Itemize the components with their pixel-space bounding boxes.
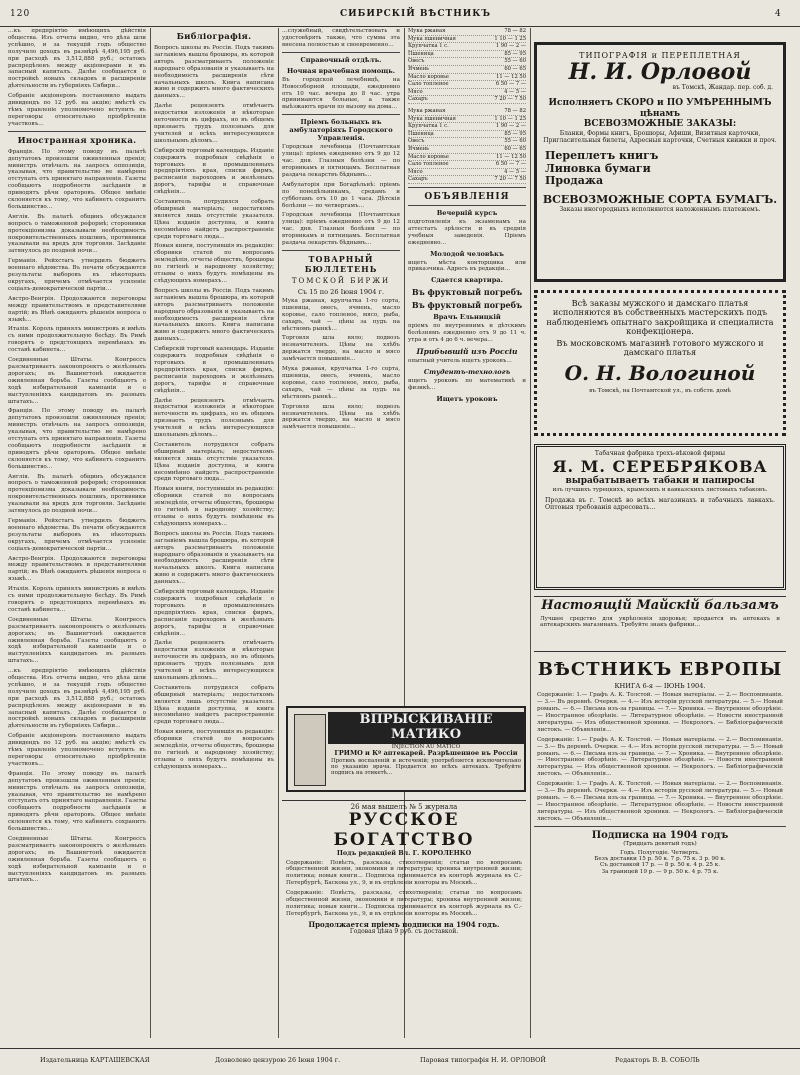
- ad-heading: Вечерній курсъ: [436, 208, 498, 217]
- article-text: Соединенные Штаты. Конгрессъ разсматриваетъ законопроектъ о желѣзныхъ дорогахъ; въ Вашингтонѣ ожидается оживленная борьба. Газеты сообщаютъ о ходѣ избирательной кампаніи и о выступленіяхъ кандидатовъ въ разныхъ штатахъ…: [8, 835, 146, 884]
- footer-publisher: Издательница КАРТАШЕВСКАЯ: [40, 1056, 150, 1064]
- column-reference: [282, 28, 400, 628]
- article-text: Далѣе рецензентъ отмѣчаетъ недостатки изложенія и нѣкоторые неточности въ цифрахъ, но въ общемъ признаетъ трудъ полезнымъ для учителей и всѣхъ интересующихся школьнымъ дѣломъ…: [154, 103, 274, 144]
- ad-line: Продажа: [545, 174, 604, 188]
- article-text: …къ предпріятію имѣющихъ дѣйствія общества. Изъ отчета видно, что дѣла шли успѣшно, и за текущій годъ общество получило доходъ въ размѣрѣ 4,496,195 руб. при расходѣ въ 3,512,888 руб.; остатокъ распредѣленъ между акціонерами и въ запасный капиталъ. Далѣе сообщается о постройкѣ новыхъ складовъ и расширеніи дѣятельности въ губерніяхъ Сибири…: [8, 668, 146, 730]
- newspaper-title: СИБИРСКІЙ ВѢСТНИКЪ: [340, 9, 492, 19]
- price-item: Пшеница: [408, 50, 434, 57]
- ad-line: Табачная фабрика трехъ-вѣковой фирмы: [594, 450, 726, 457]
- price-row: [408, 176, 526, 184]
- price-row: [408, 28, 526, 36]
- article-text: Далѣе рецензентъ отмѣчаетъ недостатки изложенія и нѣкоторые неточности въ цифрахъ, но въ общемъ признаетъ трудъ полезнымъ для учителей и всѣхъ интересующихся школьнымъ дѣломъ…: [154, 397, 274, 439]
- divider: [408, 187, 526, 188]
- price-item: Овесъ: [408, 138, 425, 145]
- ad-serebryakov: [534, 444, 786, 590]
- price-row: [408, 123, 526, 131]
- article-text: Сибирскій торговый календарь. Изданіе содержитъ подробныя свѣдѣнія о торговыхъ и промышленныхъ предпріятіяхъ края, списки фирмъ, расписанія пароходовъ и желѣзныхъ дорогъ, тарифы и справочные свѣдѣнія…: [154, 589, 274, 637]
- price-value: 85 — 95: [504, 130, 526, 137]
- column-divider: [150, 28, 151, 1038]
- price-value: 4 — 5 —: [504, 168, 526, 175]
- article-text: Новыя книги, поступившія въ редакцію: сборники статей по вопросамъ земледѣлія, отчеты обществъ, брошюры по гигіенѣ и народному хозяйству; отзывы о нихъ будутъ помѣщены въ слѣдующихъ номерахъ…: [154, 243, 274, 284]
- article-text: Соединенные Штаты. Конгрессъ разсматриваетъ законопроектъ о желѣзныхъ дорогахъ; въ Вашингтонѣ ожидается оживленная борьба. Газеты сообщаютъ о ходѣ избирательной кампаніи и о выступленіяхъ кандидатовъ въ разныхъ штатахъ…: [8, 357, 146, 405]
- price-item: Сало топленое: [408, 161, 449, 168]
- price-item: Крупчатка 1 с.: [408, 123, 449, 130]
- divider: [534, 826, 786, 827]
- section-heading: Иностранная хроника.: [17, 135, 137, 146]
- ad-text: Всѣ заказы мужского и дамскаго платья исполняются въ собственныхъ мастерскихъ подъ наблюденіемъ опытнаго закройщика и специалиста конфекціонера.: [546, 298, 774, 337]
- price-value: 78 — 82: [504, 107, 526, 114]
- price-table: [408, 108, 526, 184]
- ad-date: 26 мая вышелъ № 5 журнала: [350, 803, 458, 811]
- column-divider: [530, 28, 531, 1038]
- price-item: Масло коровье: [408, 73, 450, 80]
- article-text: Франція. По этому поводу въ палатѣ депутатовъ произошли оживленныя пренія; министръ отвѣчалъ на запросъ оппозиціи, указывая, что правительство не намѣрено отступать отъ принятаго направленія. Газеты сообщаютъ подробности засѣданія и приводятъ рѣчи ораторовъ. Общее мнѣніе склоняется къ тому, что кабинетъ сохранитъ большинство…: [8, 408, 146, 470]
- price-row: [408, 131, 526, 139]
- price-item: Мука ржаная: [408, 28, 446, 34]
- price-row: [408, 43, 526, 51]
- ad-heading: Ищетъ уроковъ: [436, 394, 498, 403]
- footer-printer: Паровая типографія Н. И. ОРЛОВОЙ: [420, 1056, 546, 1064]
- price-item: Мука пшеничная: [408, 35, 456, 42]
- price-value: 1 10 — 1 25: [494, 35, 526, 42]
- footer-rule: [0, 1048, 800, 1049]
- price-value: 11 — 12 50: [496, 73, 526, 80]
- page-header: [0, 0, 800, 27]
- article-text: Новыя книги, поступившія въ редакцію: сборники статей по вопросамъ земледѣлія, отчеты обществъ, брошюры по гигіенѣ и народному хозяйству; отзывы о нихъ будутъ помѣщены въ слѣдующихъ номерахъ…: [154, 486, 274, 527]
- article-text: Англія. Въ палатѣ общинъ обсуждался вопросъ о таможенной реформѣ; сторонники протекціонизма доказывали необходимость покровительственныхъ пошлинъ, противники указывали на вредъ для торговли. Засѣданіе затянулось до поздней ночи…: [8, 473, 146, 515]
- article-text: Вопросъ школы въ Россіи. Подъ такимъ заглавіемъ вышла брошюра, въ которой авторъ разсматриваетъ положеніе народнаго образованія и указываетъ на необходимость расширенія сѣти начальныхъ школъ. Книга написана живо и содержитъ много фактическихъ данныхъ…: [154, 530, 274, 586]
- divider: [282, 52, 400, 53]
- ads-heading: ОБЪЯВЛЕНІЯ: [424, 191, 510, 202]
- footer-editor: Редакторъ В. В. СОБОЛЬ: [615, 1056, 700, 1064]
- price-item: Сахаръ: [408, 96, 428, 103]
- ad-text: Содержаніе: 1.— Графъ А. К. Толстой. — Новыя матеріалы. — 2.— Воспоминанія. — 3.— Въ деревнѣ. Очерки. — 4.— Изъ исторіи русской литературы. — 5.— Новый романъ. — 6.— Письма изъ-за границы. — 7.— Хроника. — Внутреннее обозрѣніе. — Иностранное обозрѣніе. — Литературное обозрѣніе. — Новости иностранной литературы. — Изъ общественной хроники. — Некрологъ. — Библіографическій листокъ. — Объявленія…: [537, 692, 783, 733]
- price-item: Ячмень: [408, 65, 430, 72]
- price-row: [408, 96, 526, 104]
- article-text: Франція. По этому поводу въ палатѣ депутатовъ произошли оживленныя пренія; министръ отвѣчалъ на запросъ оппозиціи, указывая, что правительство не намѣрено отступать отъ принятаго направленія. Газеты сообщаютъ подробности засѣданія и приводятъ рѣчи ораторовъ. Общее мнѣніе склоняется къ тому, что кабинетъ сохранитъ большинство…: [8, 148, 146, 210]
- ad-line: ВСЕВОЗМОЖНЫЕ СОРТА БУМАГЪ.: [542, 193, 778, 207]
- price-row: [408, 74, 526, 82]
- article-text: Вопросъ школы въ Россіи. Подъ такимъ заглавіемъ вышла брошюра, въ которой авторъ разсматриваетъ положеніе народнаго образованія и указываетъ на необходимость расширенія сѣти начальныхъ школъ. Книга написана живо и содержитъ много фактическихъ данныхъ…: [154, 45, 274, 100]
- subscription-subheading: (Тридцать девятый годъ): [623, 841, 697, 848]
- section-heading: Справочный отдѣлъ.: [300, 55, 382, 64]
- article-text: …къ предпріятію имѣющихъ дѣйствія общества. Изъ отчета видно, что дѣла шли успѣшно, и за текущій годъ общество получило доходъ въ размѣрѣ 4,496,195 руб. при расходѣ въ 3,512,888 руб.; остатокъ распредѣленъ между акціонерами и въ запасный капиталъ. Далѣе сообщается о постройкѣ новыхъ складовъ и расширеніи дѣятельности въ губерніяхъ Сибири…: [8, 28, 146, 90]
- price-item: Сахаръ: [408, 176, 428, 183]
- divider: [408, 205, 526, 206]
- price-item: Крупчатка 1 с.: [408, 43, 449, 50]
- ad-heading: Сдается квартира.: [431, 276, 503, 285]
- ad-line: Исполняетъ СКОРО и ПО УМѢРЕННЫМЪ цѣнамъ: [548, 98, 772, 119]
- ad-text: Бланки, Формы книгъ, Брошюры, Афиши, Визитныя карточки, Пригласительныя билеты, Адресныя карточки, Счетныя книжки и проч.: [543, 130, 777, 145]
- price-value: 55 — 60: [504, 138, 526, 145]
- ad-orlova-printing: [534, 42, 786, 282]
- article-text: …служебный, свидѣтельствовать и удостовѣрять также, что сумма эта внесена полностью и своевременно…: [282, 28, 400, 48]
- column-prices-ads: [408, 28, 526, 628]
- ad-text: Противъ воспаленій и истеченій; употребляется исключительно по указанію врача. Продается во всѣхъ аптекахъ. Требуйте подпись на этикетѣ…: [331, 757, 521, 777]
- ad-text: Содержаніе: 1.— Графъ А. К. Толстой. — Новыя матеріалы. — 2.— Воспоминанія. — 3.— Въ деревнѣ. Очерки. — 4.— Изъ исторіи русской литературы. — 5.— Новый романъ. — 6.— Письма изъ-за границы. — 7.— Хроника. — Внутреннее обозрѣніе. — Иностранное обозрѣніе. — Литературное обозрѣніе. — Новости иностранной литературы. — Изъ общественной хроники. — Некрологъ. — Библіографическій листокъ. — Объявленія…: [537, 781, 783, 822]
- article-text: Италія. Король принялъ министровъ и имѣлъ съ ними продолжительную бесѣду. Въ Римѣ говорятъ о предстоящихъ перемѣнахъ въ составѣ кабинета…: [8, 326, 146, 354]
- price-value: 1 10 — 1 25: [494, 115, 526, 122]
- section-heading: Пріемъ больныхъ въ амбулаторіяхъ Городского Управленія.: [289, 118, 393, 143]
- price-row: [408, 146, 526, 154]
- price-row: [408, 89, 526, 97]
- price-item: Мясо: [408, 88, 423, 95]
- ad-issue: КНИГА 6-я — ІЮНЬ 1904.: [614, 681, 706, 690]
- price-value: 60 — 65: [504, 145, 526, 152]
- price-row: Безъ доставки 15 р. 50 к. 7 р. 75 к. 3 р. 90 к.: [594, 855, 726, 862]
- article-text: Англія. Въ палатѣ общинъ обсуждался вопросъ о таможенной реформѣ; сторонники протекціонизма доказывали необходимость покровительственныхъ пошлинъ, противники указывали на вредъ для торговли. Засѣданіе затянулось до поздней ночи…: [8, 213, 146, 255]
- ad-heading: Врачъ Ельницкій: [433, 313, 501, 322]
- article-text: Австро-Венгрія. Продолжаются переговоры между правительствомъ и представителями партій; въ Вѣнѣ ожидаютъ рѣшенія вопроса о языкѣ…: [8, 555, 146, 583]
- price-value: 55 — 60: [504, 58, 526, 65]
- ad-price: Годовая цѣна 9 руб. съ доставкой.: [349, 927, 459, 935]
- article-text: Составитель потрудился собрать обширный матеріалъ; недостаткомъ является лишь отсутствіе указателя. Цѣна изданія доступна, и книга несомнѣнно найдетъ распространеніе среди торговаго люда…: [154, 684, 274, 726]
- article-text: Франція. По этому поводу въ палатѣ депутатовъ произошли оживленныя пренія; министръ отвѣчалъ на запросъ оппозиціи, указывая, что правительство не намѣрено отступать отъ принятаго направленія. Газеты сообщаютъ подробности засѣданія и приводятъ рѣчи ораторовъ. Общее мнѣніе склоняется къ тому, что кабинетъ сохранитъ большинство…: [8, 770, 146, 833]
- article-text: Торговля шла вяло; подвозъ незначителенъ. Цѣны на хлѣбъ держатся твердо, на масло и мясо замѣчается повышеніе…: [282, 403, 400, 431]
- price-item: Ячмень: [408, 145, 430, 152]
- ad-heading: Въ фруктовый погребъ: [411, 300, 523, 311]
- price-row: [408, 169, 526, 177]
- column-bibliography: [154, 28, 274, 1038]
- bottle-illustration: [294, 714, 326, 786]
- ad-matiko: [286, 706, 526, 792]
- price-value: 85 — 95: [504, 50, 526, 57]
- bulletin-heading: ТОВАРНЫЙ БЮЛЛЕТЕНЬ: [304, 253, 378, 274]
- ad-title: Настоящій Майскій бальзамъ: [541, 598, 779, 613]
- ad-heading: Студентъ-технологъ: [423, 367, 511, 376]
- ad-text: Содержаніе: 1.— Графъ А. К. Толстой. — Новыя матеріалы. — 2.— Воспоминанія. — 3.— Въ деревнѣ. Очерки. — 4.— Изъ исторіи русской литературы. — 5.— Новый романъ. — 6.— Письма изъ-за границы. — 7.— Хроника. — Внутреннее обозрѣніе. — Иностранное обозрѣніе. — Литературное обозрѣніе. — Новости иностранной литературы. — Изъ общественной хроники. — Некрологъ. — Библіографическій листокъ. — Объявленія…: [537, 736, 783, 778]
- price-item: Мясо: [408, 168, 423, 175]
- price-value: 6 50 — 7 —: [495, 81, 526, 88]
- article-text: Городская лечебница (Почтамтская улица): пріемъ ежедневно отъ 9 до 12 час. дня. Глазныя болѣзни — по вторникамъ и пятницамъ. Бесплатная раздача лекарствъ бѣднымъ…: [282, 144, 400, 178]
- ad-maiski-balsam: [534, 596, 786, 652]
- article-text: Соединенные Штаты. Конгрессъ разсматриваетъ законопроектъ о желѣзныхъ дорогахъ; въ Вашингтонѣ ожидается оживленная борьба. Газеты сообщаютъ о ходѣ избирательной кампаніи и о выступленіяхъ кандидатовъ въ разныхъ штатахъ…: [8, 616, 146, 665]
- price-item: Мука пшеничная: [408, 115, 456, 122]
- price-row: [408, 36, 526, 44]
- price-row: [408, 138, 526, 146]
- article-text: Италія. Король принялъ министровъ и имѣлъ съ ними продолжительную бесѣду. Въ Римѣ говорятъ о предстоящихъ перемѣнахъ въ составѣ кабинета…: [8, 586, 146, 613]
- price-row: [408, 116, 526, 124]
- ad-editor: Подъ редакціей Вл. Г. КОРОЛЕНКО: [336, 849, 472, 858]
- article-text: Сибирскій торговый календарь. Изданіе содержитъ подробныя свѣдѣнія о торговыхъ и промышленныхъ предпріятіяхъ края, списки фирмъ, расписанія пароходовъ и желѣзныхъ дорогъ, тарифы и справочные свѣдѣнія…: [154, 147, 274, 196]
- article-text: Далѣе рецензентъ отмѣчаетъ недостатки изложенія и нѣкоторые неточности въ цифрахъ, но въ общемъ признаетъ трудъ полезнымъ для учителей и всѣхъ интересующихся школьнымъ дѣломъ…: [154, 640, 274, 681]
- article-text: Собраніе акціонеровъ постановило выдать дивидендъ по 12 руб. на акцію; вмѣстѣ съ тѣмъ правленіе уполномочено вступить въ переговоры относительно пріобрѣтенія участковъ…: [8, 733, 146, 767]
- ad-address: въ Томскѣ, на Почтамтской ул., въ собств. домѣ: [589, 387, 731, 394]
- article-text: Германія. Рейхстагъ утвердилъ бюджетъ военнаго вѣдомства. Въ печати обсуждаются результаты выборовъ въ нѣкоторыхъ округахъ, причемъ отмѣчается усиленіе соціалъ-демократической партіи…: [8, 518, 146, 552]
- ad-text: пріемъ по внутреннимъ и дѣтскимъ болѣзнямъ ежедневно отъ 9 до 11 ч. утра и отъ 4 до 6 ч. вечера…: [408, 323, 526, 344]
- price-table: [408, 28, 526, 104]
- footer-censorship: Дозволено цензурою 26 Іюня 1904 г.: [215, 1056, 341, 1064]
- page-number-left: 120: [10, 9, 31, 19]
- ad-line: Переплетъ книгъ: [545, 149, 659, 163]
- price-row: [408, 58, 526, 66]
- price-value: 60 — 65: [504, 65, 526, 72]
- price-item: Овесъ: [408, 58, 425, 65]
- article-text: Въ городской лечебницѣ, на Новособорной площади, ежедневно отъ 10 час. вечера до 8 час. утра принимаются больные, а также выѣзжаютъ врачи по вызову на дома…: [282, 76, 400, 111]
- price-item: Сало топленое: [408, 81, 449, 88]
- price-value: 78 — 82: [504, 28, 526, 34]
- article-text: Новыя книги, поступившія въ редакцію: сборники статей по вопросамъ земледѣлія, отчеты обществъ, брошюры по гигіенѣ и народному хозяйству; отзывы о нихъ будутъ помѣщены въ слѣдующихъ номерахъ…: [154, 729, 274, 770]
- ad-title: ВПРЫСКИВАНІЕ МАТИКО: [328, 712, 524, 744]
- article-text: Мука ржаная, крупчатка 1-го сорта, пшеница, овесъ, ячмень, масло коровье, сало топленое, мясо, рыба, сахаръ, чай — цѣны за пудъ на мѣстномъ рынкѣ…: [282, 366, 400, 400]
- bulletin-date: Съ 15 по 26 Іюня 1904 г.: [297, 287, 385, 296]
- column-divider: [278, 28, 279, 1038]
- ad-title: О. Н. Вологиной: [564, 360, 756, 385]
- article-text: Германія. Рейхстагъ утвердилъ бюджетъ военнаго вѣдомства. Въ печати обсуждаются результаты выборовъ въ нѣкоторыхъ округахъ, причемъ отмѣчается усиленіе соціалъ-демократической партіи…: [8, 258, 146, 292]
- price-row: Съ доставкой 17 р. — 8 р. 50 к. 4 р. 25 к.: [600, 862, 720, 869]
- ad-heading: Въ фруктовый погребъ: [411, 287, 523, 298]
- ad-heading: Молодой человѣкъ: [430, 249, 504, 258]
- article-text: Амбулаторія при Богадѣльнѣ: пріемъ по понедѣльникамъ, средамъ и субботамъ отъ 10 до 1 часа. Дѣтскія болѣзни — по четвергамъ…: [282, 181, 400, 209]
- bulletin-subheading: ТОМСКОЙ БИРЖИ: [291, 276, 391, 285]
- ad-vestnik-evropy: [534, 658, 786, 1038]
- price-row: [408, 161, 526, 169]
- ad-title: Н. И. Орловой: [568, 59, 752, 86]
- ad-subscription: Продолжается пріемъ подписки на 1904 годъ.: [308, 919, 500, 929]
- subscription-heading: Подписка на 1904 годъ: [591, 829, 729, 841]
- ad-firm: ГРИМО и Кº аптекарей. Разрѣшенное въ Россіи: [334, 749, 518, 758]
- ad-line: Линовка бумаги: [545, 161, 651, 175]
- column-foreign-news: [8, 28, 146, 1038]
- ad-text: Содержаніе: Повѣсть, разсказы, стихотворенія; статьи по вопросамъ общественной жизни, экономики и литературы; хроника внутренней жизни; политика; новыя книги… Подписка принимается въ конторѣ журнала въ С.-Петербургѣ, Баскова ул., 9, и въ отдѣленіи конторы въ Москвѣ…: [286, 859, 522, 887]
- page-number-right: 4: [775, 9, 782, 19]
- article-text: Составитель потрудился собрать обширный матеріалъ; недостаткомъ является лишь отсутствіе указателя. Цѣна изданія доступна, и книга несомнѣнно найдетъ распространеніе среди торговаго люда…: [154, 199, 274, 240]
- ad-address: въ Томскѣ, Жандар. пер. соб. д.: [672, 84, 773, 92]
- ad-line: вырабатываетъ табаки и папиросы: [565, 476, 755, 487]
- price-value: 1 90 — 2 —: [495, 43, 526, 50]
- ad-text: Продажа въ г. Томскѣ во всѣхъ магазинахъ и табачныхъ лавкахъ. Оптовыя требованія адресовать…: [545, 497, 775, 512]
- article-text: Городская лечебница (Почтамтская улица): пріемъ ежедневно отъ 9 до 12 час. дня. Глазныя болѣзни — по вторникамъ и пятницамъ. Бесплатная раздача лекарствъ бѣднымъ…: [282, 212, 400, 247]
- article-text: Вопросъ школы въ Россіи. Подъ такимъ заглавіемъ вышла брошюра, въ которой авторъ разсматриваетъ положеніе народнаго образованія и указываетъ на необходимость расширенія сѣти начальныхъ школъ. Книга написана живо и содержитъ много фактическихъ данныхъ…: [154, 287, 274, 343]
- ad-vologina: [534, 290, 786, 436]
- ad-text: Содержаніе: Повѣсть, разсказы, стихотворенія; статьи по вопросамъ общественной жизни, экономики и литературы; хроника внутренней жизни; политика; новыя книги… Подписка принимается въ конторѣ журнала въ С.-Петербургѣ, Баскова ул., 9, и въ отдѣленіи конторы въ Москвѣ…: [286, 890, 522, 917]
- ad-title: РУССКОЕ БОГАТСТВО: [333, 810, 475, 850]
- article-text: Мука ржаная, крупчатка 1-го сорта, пшеница, овесъ, ячмень, масло коровье, сало топленое, мясо, рыба, сахаръ, чай — цѣны за пудъ на мѣстномъ рынкѣ…: [282, 297, 400, 332]
- ad-line: изъ лучшихъ турецкихъ, крымскихъ и кавказскихъ листовыхъ табаковъ.: [552, 486, 768, 493]
- price-value: 7 20 — 7 50: [494, 176, 526, 183]
- ad-text: Въ московскомъ магазинѣ готового мужского и дамскаго платья: [556, 337, 764, 358]
- article-text: Сибирскій торговый календарь. Изданіе содержитъ подробныя свѣдѣнія о торговыхъ и промышленныхъ предпріятіяхъ края, списки фирмъ, расписанія пароходовъ и желѣзныхъ дорогъ, тарифы и справочные свѣдѣнія…: [154, 346, 274, 394]
- price-item: Масло коровье: [408, 153, 450, 160]
- section-heading: Ночная врачебная помощь.: [286, 66, 396, 75]
- ad-text: ищетъ мѣста конторщика или приказчика. Адресъ въ редакціи…: [408, 259, 526, 273]
- price-header: Годъ. Полугодіе. Четверть.: [620, 849, 700, 856]
- article-text: Австро-Венгрія. Продолжаются переговоры между правительствомъ и представителями партій; въ Вѣнѣ ожидаютъ рѣшенія вопроса о языкѣ…: [8, 295, 146, 323]
- ad-text: подготовленія къ экзаменамъ на аттестатъ зрѣлости и въ среднія учебныя заведенія. Пріемъ ежедневно…: [408, 218, 526, 246]
- article-text: Торговля шла вяло; подвозъ незначителенъ. Цѣны на хлѣбъ держатся твердо, на масло и мясо замѣчается повышеніе…: [282, 335, 400, 363]
- price-value: 1 90 — 2 —: [495, 123, 526, 130]
- divider: [8, 131, 146, 132]
- ad-text: опытный учитель ищетъ уроковъ…: [408, 358, 512, 365]
- ad-title: ВѢСТНИКЪ ЕВРОПЫ: [537, 659, 783, 680]
- price-value: 11 — 12 50: [496, 153, 526, 160]
- article-text: Собраніе акціонеровъ постановило выдать дивидендъ по 12 руб. на акцію; вмѣстѣ съ тѣмъ правленіе уполномочено вступить въ переговоры относительно пріобрѣтенія участковъ…: [8, 93, 146, 127]
- price-row: [408, 66, 526, 74]
- ad-title: Я. М. СЕРЕБРЯКОВА: [552, 456, 768, 476]
- price-row: [408, 51, 526, 59]
- price-row: [408, 81, 526, 89]
- price-row: [408, 108, 526, 116]
- divider: [282, 114, 400, 115]
- section-heading: Библіографія.: [176, 32, 252, 42]
- ad-text: Лучшее средство для укрѣпленія здоровья; продается въ аптекахъ и аптекарскихъ магазинахъ. Требуйте знакъ фабрики…: [540, 615, 780, 629]
- ad-heading: Прибывшій изъ Россіи: [416, 347, 518, 357]
- ad-subtitle: INJECTION AU MATICO: [391, 743, 461, 750]
- ad-russkoe-bogatstvo: [282, 800, 526, 1038]
- ad-line: ВСЕВОЗМОЖНЫЕ ЗАКАЗЫ:: [583, 119, 737, 130]
- price-item: Пшеница: [408, 130, 434, 137]
- price-value: 7 20 — 7 50: [494, 96, 526, 103]
- ad-line: Заказы иногородныхъ исполняются наложеннымъ платежемъ.: [559, 205, 761, 213]
- price-value: 6 50 — 7 —: [495, 161, 526, 168]
- price-value: 4 — 5 —: [504, 88, 526, 95]
- price-item: Мука ржаная: [408, 107, 446, 114]
- price-row: За границей 19 р. — 9 р. 50 к. 4 р. 75 к.: [601, 868, 719, 875]
- ad-line: ТИПОГРАФІЯ и ПЕРЕПЛЕТНАЯ: [579, 51, 741, 60]
- ad-text: ищетъ уроковъ по математикѣ и физикѣ…: [408, 377, 526, 391]
- divider: [282, 250, 400, 251]
- price-row: [408, 154, 526, 162]
- article-text: Составитель потрудился собрать обширный матеріалъ; недостаткомъ является лишь отсутствіе указателя. Цѣна изданія доступна, и книга несомнѣнно найдетъ распространеніе среди торговаго люда…: [154, 441, 274, 483]
